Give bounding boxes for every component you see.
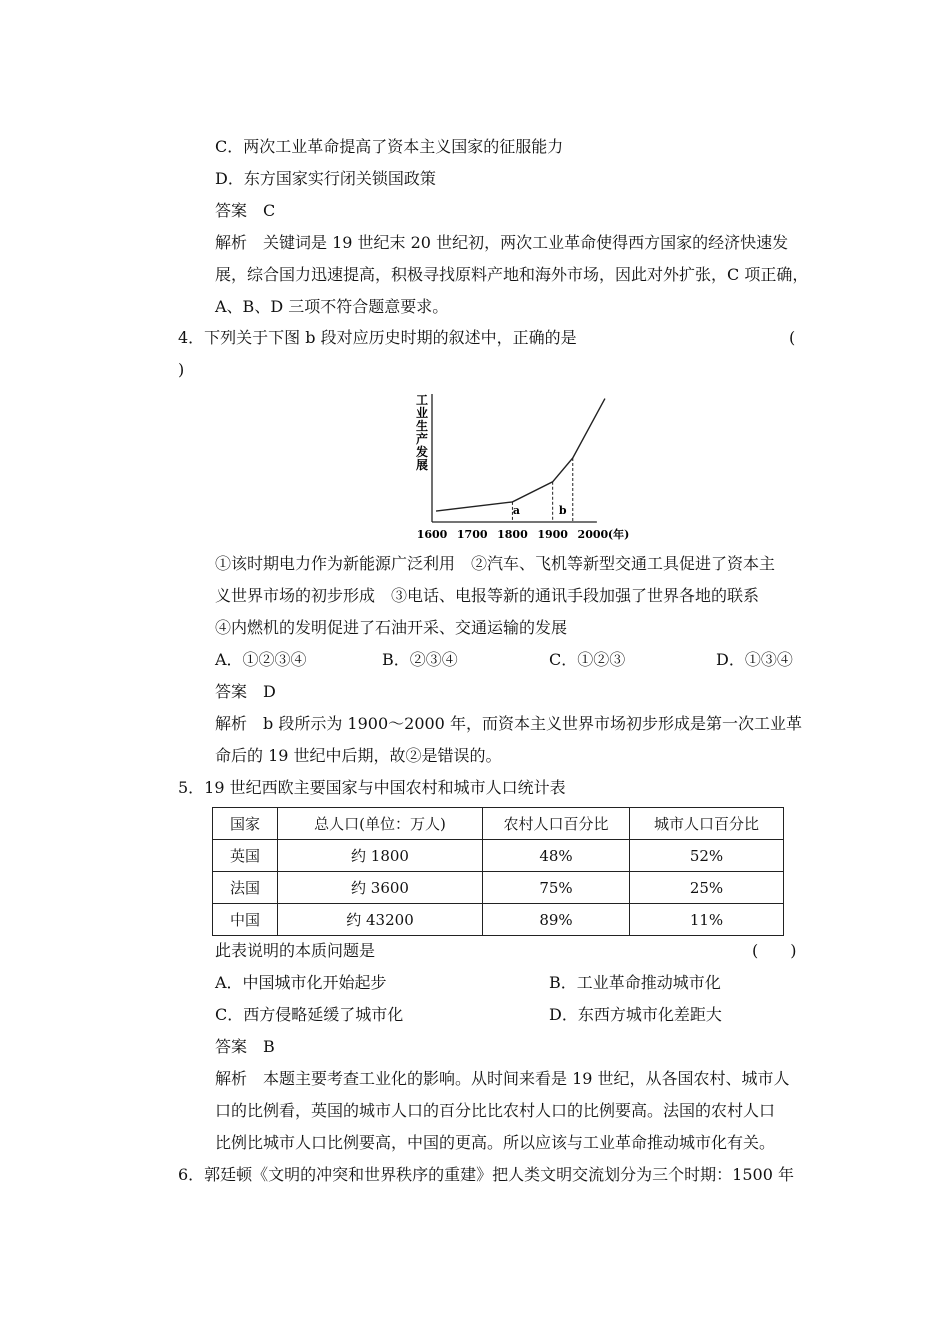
q4-paren-open: ( <box>789 328 796 347</box>
q5-stem: 5．19 世纪西欧主要国家与中国农村和城市人口统计表 <box>178 778 566 797</box>
table-cell: 48% <box>483 840 630 872</box>
chart-ylabel-char: 产 <box>416 432 429 446</box>
table-header-cell: 国家 <box>213 808 278 840</box>
q3-analysis-line-1: 解析 关键词是 19 世纪末 20 世纪初，两次工业革命使得西方国家的经济快速发 <box>215 233 789 252</box>
q4-stem: 4．下列关于下图 b 段对应历史时期的叙述中，正确的是 <box>178 328 577 347</box>
chart-series-polyline <box>436 399 605 511</box>
q4-option-d: D．①③④ <box>716 650 793 669</box>
chart-ylabel-char: 展 <box>416 458 429 472</box>
q5-answer: 答案 B <box>215 1037 275 1056</box>
table-header-cell: 农村人口百分比 <box>483 808 630 840</box>
table-cell: 约 43200 <box>278 904 483 936</box>
table-cell: 约 3600 <box>278 872 483 904</box>
table-header-cell: 城市人口百分比 <box>630 808 784 840</box>
q3-analysis-line-2: 展，综合国力迅速提高，积极寻找原料产地和海外市场，因此对外扩张，C 项正确， <box>215 265 809 284</box>
table-cell: 25% <box>630 872 784 904</box>
chart-segment-labels <box>513 504 567 517</box>
q5-analysis-line-1: 解析 本题主要考查工业化的影响。从时间来看是 19 世纪，从各国农村、城市人 <box>215 1069 790 1088</box>
population-table <box>212 807 784 936</box>
q4-analysis-line-2: 命后的 19 世纪中后期，故②是错误的。 <box>215 746 502 765</box>
chart-ylabel-char: 业 <box>416 406 429 420</box>
q4-option-c: C．①②③ <box>549 650 626 669</box>
q4-item-line-3: ④内燃机的发明促进了石油开采、交通运输的发展 <box>215 618 568 637</box>
chart-tick-label: 1800 <box>497 528 528 541</box>
table-cell: 75% <box>483 872 630 904</box>
q5-option-a: A．中国城市化开始起步 <box>215 973 387 992</box>
q4-option-b: B．②③④ <box>382 650 458 669</box>
q5-analysis-line-2: 口的比例看，英国的城市人口的百分比比农村人口的比例要高。法国的农村人口 <box>215 1101 776 1120</box>
q5-option-b: B．工业革命推动城市化 <box>549 973 721 992</box>
q3-option-d: D．东方国家实行闭关锁国政策 <box>215 169 436 188</box>
table-cell: 中国 <box>213 904 278 936</box>
table-cell: 法国 <box>213 872 278 904</box>
q4-item-line-2: 义世界市场的初步形成 ③电话、电报等新的通讯手段加强了世界各地的联系 <box>215 586 760 605</box>
chart-x-unit: (年) <box>607 528 630 541</box>
chart-tick-labels <box>417 528 609 541</box>
q5-option-c: C．西方侵略延缓了城市化 <box>215 1005 404 1024</box>
chart-ylabel-char: 发 <box>416 445 429 459</box>
chart-tick-label: 1900 <box>537 528 568 541</box>
q4-option-a: A．①②③④ <box>215 650 307 669</box>
chart-ylabel-char: 生 <box>416 419 429 433</box>
table-cell: 英国 <box>213 840 278 872</box>
chart-tick-label: 1600 <box>416 528 448 541</box>
q6-stem: 6．郭廷顿《文明的冲突和世界秩序的重建》把人类文明交流划分为三个时期：1500 年 <box>178 1165 794 1184</box>
table-header-cell: 总人口(单位：万人) <box>278 808 483 840</box>
chart-segment-label: b <box>558 504 567 517</box>
table-row <box>213 904 784 936</box>
table-row <box>213 840 784 872</box>
q4-paren-close: ) <box>178 360 185 379</box>
q5-question: 此表说明的本质问题是 <box>215 941 376 960</box>
chart-segment-label: a <box>512 504 521 517</box>
q3-analysis-line-3: A、B、D 三项不符合题意要求。 <box>215 297 449 316</box>
chart-tick-label: 1700 <box>456 528 488 541</box>
q4-answer: 答案 D <box>215 682 276 701</box>
table-row <box>213 872 784 904</box>
q3-answer: 答案 C <box>215 201 276 220</box>
table-cell: 89% <box>483 904 630 936</box>
chart-ylabel-char: 工 <box>416 393 429 407</box>
q5-option-d: D．东西方城市化差距大 <box>549 1005 722 1024</box>
chart-tick-label: 2000 <box>577 528 609 541</box>
q3-option-c: C．两次工业革命提高了资本主义国家的征服能力 <box>215 137 564 156</box>
table-cell: 11% <box>630 904 784 936</box>
q5-paren: ( ) <box>752 941 797 960</box>
table-cell: 约 1800 <box>278 840 483 872</box>
q4-item-line-1: ①该时期电力作为新能源广泛利用 ②汽车、飞机等新型交通工具促进了资本主 <box>215 554 776 573</box>
q5-analysis-line-3: 比例比城市人口比例要高，中国的更高。所以应该与工业革命推动城市化有关。 <box>215 1133 776 1152</box>
chart-ylabel <box>415 393 428 472</box>
q4-analysis-line-1: 解析 b 段所示为 1900～2000 年，而资本主义世界市场初步形成是第一次工业革 <box>215 714 802 733</box>
industrial-production-chart <box>415 392 630 544</box>
chart-series-line <box>436 399 605 511</box>
table-header-row <box>213 808 784 840</box>
table-cell: 52% <box>630 840 784 872</box>
